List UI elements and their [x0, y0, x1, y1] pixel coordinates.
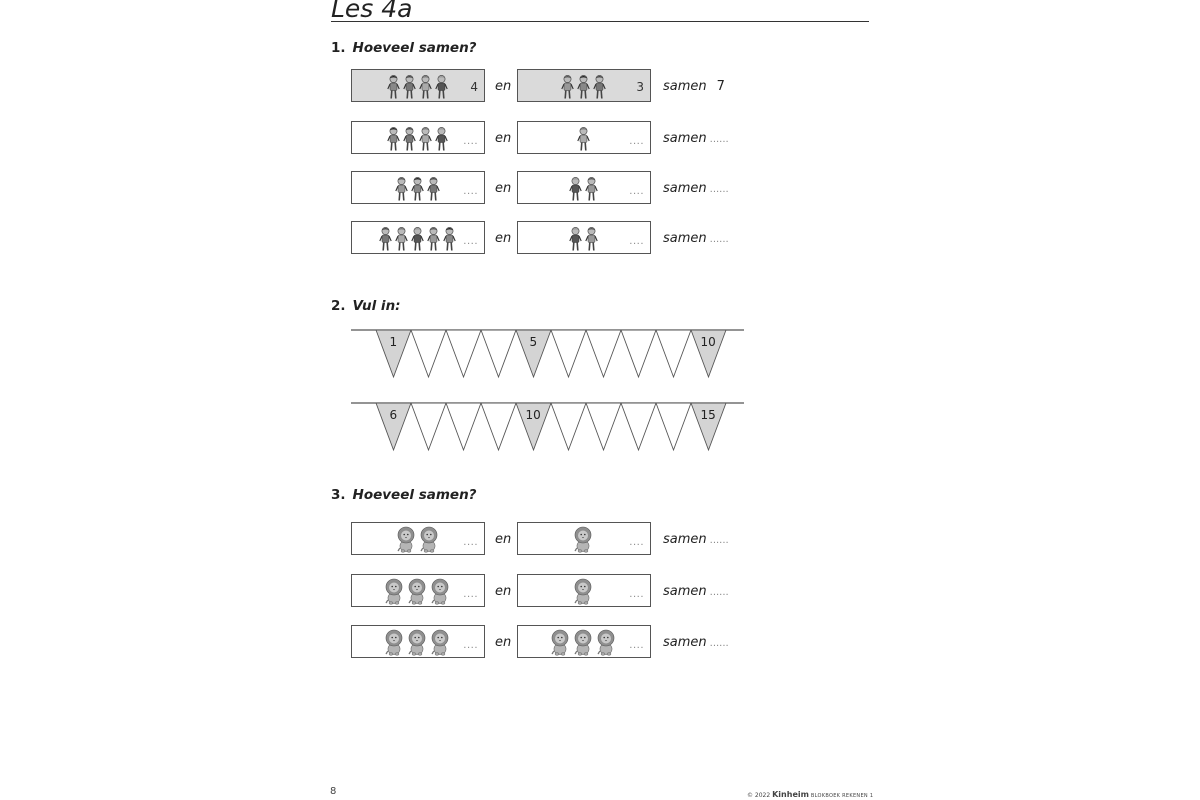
flag-number: 6 — [389, 408, 398, 422]
section3-title: Hoeveel samen? — [352, 487, 477, 503]
right-group-box — [517, 121, 651, 154]
total-answer-blank[interactable]: ...... — [709, 134, 729, 145]
child-figure-icon — [427, 226, 440, 252]
right-answer-blank[interactable]: .... — [629, 640, 644, 651]
section1-title: Hoeveel samen? — [352, 40, 477, 56]
section2-title: Vul in: — [352, 298, 401, 314]
copyright: © 2022 — [747, 792, 771, 799]
children-group — [544, 225, 622, 252]
flag-blank[interactable] — [656, 330, 691, 377]
left-group-box — [351, 221, 485, 254]
flag-number: 10 — [525, 408, 541, 422]
lion-icon — [550, 629, 570, 656]
child-figure-icon — [419, 74, 432, 100]
lion-icon — [573, 526, 593, 553]
children-group — [378, 73, 456, 100]
section1-heading — [331, 40, 477, 56]
lion-icon — [384, 578, 404, 605]
lions-group — [378, 526, 456, 553]
bunting-svg — [351, 327, 744, 387]
page-number: 8 — [330, 786, 337, 797]
right-count: 3 — [636, 80, 644, 94]
page-title: Les 4a — [331, 0, 413, 23]
samen-word: samen — [663, 231, 707, 246]
left-group-box — [351, 121, 485, 154]
en-label: en — [495, 635, 512, 650]
lions-group — [378, 578, 456, 605]
lion-icon — [573, 629, 593, 656]
flag-blank[interactable] — [621, 330, 656, 377]
child-figure-icon — [403, 74, 416, 100]
flag-blank[interactable] — [551, 403, 586, 450]
samen-word: samen — [663, 532, 707, 547]
flag-number: 1 — [389, 335, 398, 349]
children-group — [544, 125, 622, 152]
total-answer-blank[interactable]: ...... — [709, 587, 729, 598]
total-answer-blank[interactable]: ...... — [709, 234, 729, 245]
flag-number: 15 — [700, 408, 716, 422]
left-answer-blank[interactable]: .... — [463, 640, 478, 651]
bunting-row — [351, 400, 744, 460]
lion-icon — [430, 629, 450, 656]
left-group-box — [351, 171, 485, 204]
child-figure-icon — [395, 226, 408, 252]
total-answer-blank[interactable]: ...... — [709, 638, 729, 649]
children-group — [378, 175, 456, 202]
children-group — [544, 175, 622, 202]
samen-label — [663, 79, 725, 94]
samen-word: samen — [663, 635, 707, 650]
lion-icon — [430, 578, 450, 605]
right-answer-blank[interactable]: .... — [629, 186, 644, 197]
lions-group — [544, 629, 622, 656]
child-figure-icon — [403, 126, 416, 152]
flag-blank[interactable] — [621, 403, 656, 450]
samen-word: samen — [663, 79, 707, 94]
lion-icon — [419, 526, 439, 553]
brand-name: Kinheim — [772, 790, 809, 799]
bunting-row — [351, 327, 744, 387]
left-group-box — [351, 522, 485, 555]
lions-group — [544, 526, 622, 553]
samen-label — [663, 635, 729, 650]
left-answer-blank[interactable]: .... — [463, 136, 478, 147]
child-figure-icon — [577, 126, 590, 152]
en-label: en — [495, 181, 512, 196]
en-label: en — [495, 131, 512, 146]
samen-label — [663, 181, 729, 196]
samen-label — [663, 584, 729, 599]
child-figure-icon — [419, 126, 432, 152]
flag-blank[interactable] — [481, 330, 516, 377]
samen-label — [663, 532, 729, 547]
child-figure-icon — [569, 226, 582, 252]
right-answer-blank[interactable]: .... — [629, 589, 644, 600]
left-answer-blank[interactable]: .... — [463, 589, 478, 600]
en-label: en — [495, 231, 512, 246]
right-group-box — [517, 522, 651, 555]
flag-blank[interactable] — [551, 330, 586, 377]
right-group-box — [517, 171, 651, 204]
left-answer-blank[interactable]: .... — [463, 186, 478, 197]
flag-blank[interactable] — [446, 330, 481, 377]
left-group-box — [351, 574, 485, 607]
child-figure-icon — [443, 226, 456, 252]
lion-icon — [407, 578, 427, 605]
total-answer-blank[interactable]: ...... — [709, 184, 729, 195]
left-group-box — [351, 625, 485, 658]
right-answer-blank[interactable]: .... — [629, 537, 644, 548]
right-group-box — [517, 574, 651, 607]
lions-group — [378, 629, 456, 656]
footer-credit — [747, 790, 873, 799]
flag-blank[interactable] — [411, 330, 446, 377]
right-answer-blank[interactable]: .... — [629, 136, 644, 147]
right-group-box — [517, 625, 651, 658]
right-group-box — [517, 221, 651, 254]
children-group — [544, 73, 622, 100]
total-answer-blank[interactable]: ...... — [709, 535, 729, 546]
en-label: en — [495, 532, 512, 547]
child-figure-icon — [435, 74, 448, 100]
series-name: BLOKBOEK REKENEN 1 — [810, 793, 874, 799]
left-group-box — [351, 69, 485, 102]
child-figure-icon — [379, 226, 392, 252]
child-figure-icon — [387, 126, 400, 152]
lion-icon — [407, 629, 427, 656]
lion-icon — [596, 629, 616, 656]
flag-blank[interactable] — [586, 403, 621, 450]
child-figure-icon — [593, 74, 606, 100]
samen-word: samen — [663, 181, 707, 196]
lion-icon — [384, 629, 404, 656]
right-group-box — [517, 69, 651, 102]
right-answer-blank[interactable]: .... — [629, 236, 644, 247]
child-figure-icon — [411, 176, 424, 202]
section3-number: 3. — [331, 487, 346, 503]
flag-number: 10 — [700, 335, 716, 349]
child-figure-icon — [561, 74, 574, 100]
flag-number: 5 — [529, 335, 538, 349]
samen-label — [663, 131, 729, 146]
child-figure-icon — [435, 126, 448, 152]
en-label: en — [495, 584, 512, 599]
flag-blank[interactable] — [481, 403, 516, 450]
samen-label — [663, 231, 729, 246]
children-group — [378, 225, 456, 252]
section1-number: 1. — [331, 40, 346, 56]
left-answer-blank[interactable]: .... — [463, 236, 478, 247]
child-figure-icon — [585, 226, 598, 252]
flag-blank[interactable] — [656, 403, 691, 450]
bunting-svg — [351, 400, 744, 460]
child-figure-icon — [569, 176, 582, 202]
section3-heading — [331, 487, 477, 503]
child-figure-icon — [427, 176, 440, 202]
samen-word: samen — [663, 131, 707, 146]
child-figure-icon — [585, 176, 598, 202]
left-answer-blank[interactable]: .... — [463, 537, 478, 548]
left-count: 4 — [470, 80, 478, 94]
lions-group — [544, 578, 622, 605]
en-label: en — [495, 79, 512, 94]
child-figure-icon — [395, 176, 408, 202]
title-divider — [331, 21, 869, 22]
child-figure-icon — [577, 74, 590, 100]
flag-blank[interactable] — [586, 330, 621, 377]
lion-icon — [573, 578, 593, 605]
samen-word: samen — [663, 584, 707, 599]
children-group — [378, 125, 456, 152]
section2-heading — [331, 298, 401, 314]
flag-blank[interactable] — [446, 403, 481, 450]
lion-icon — [396, 526, 416, 553]
child-figure-icon — [411, 226, 424, 252]
flag-blank[interactable] — [411, 403, 446, 450]
section2-number: 2. — [331, 298, 346, 314]
child-figure-icon — [387, 74, 400, 100]
answer-value: 7 — [716, 79, 725, 94]
